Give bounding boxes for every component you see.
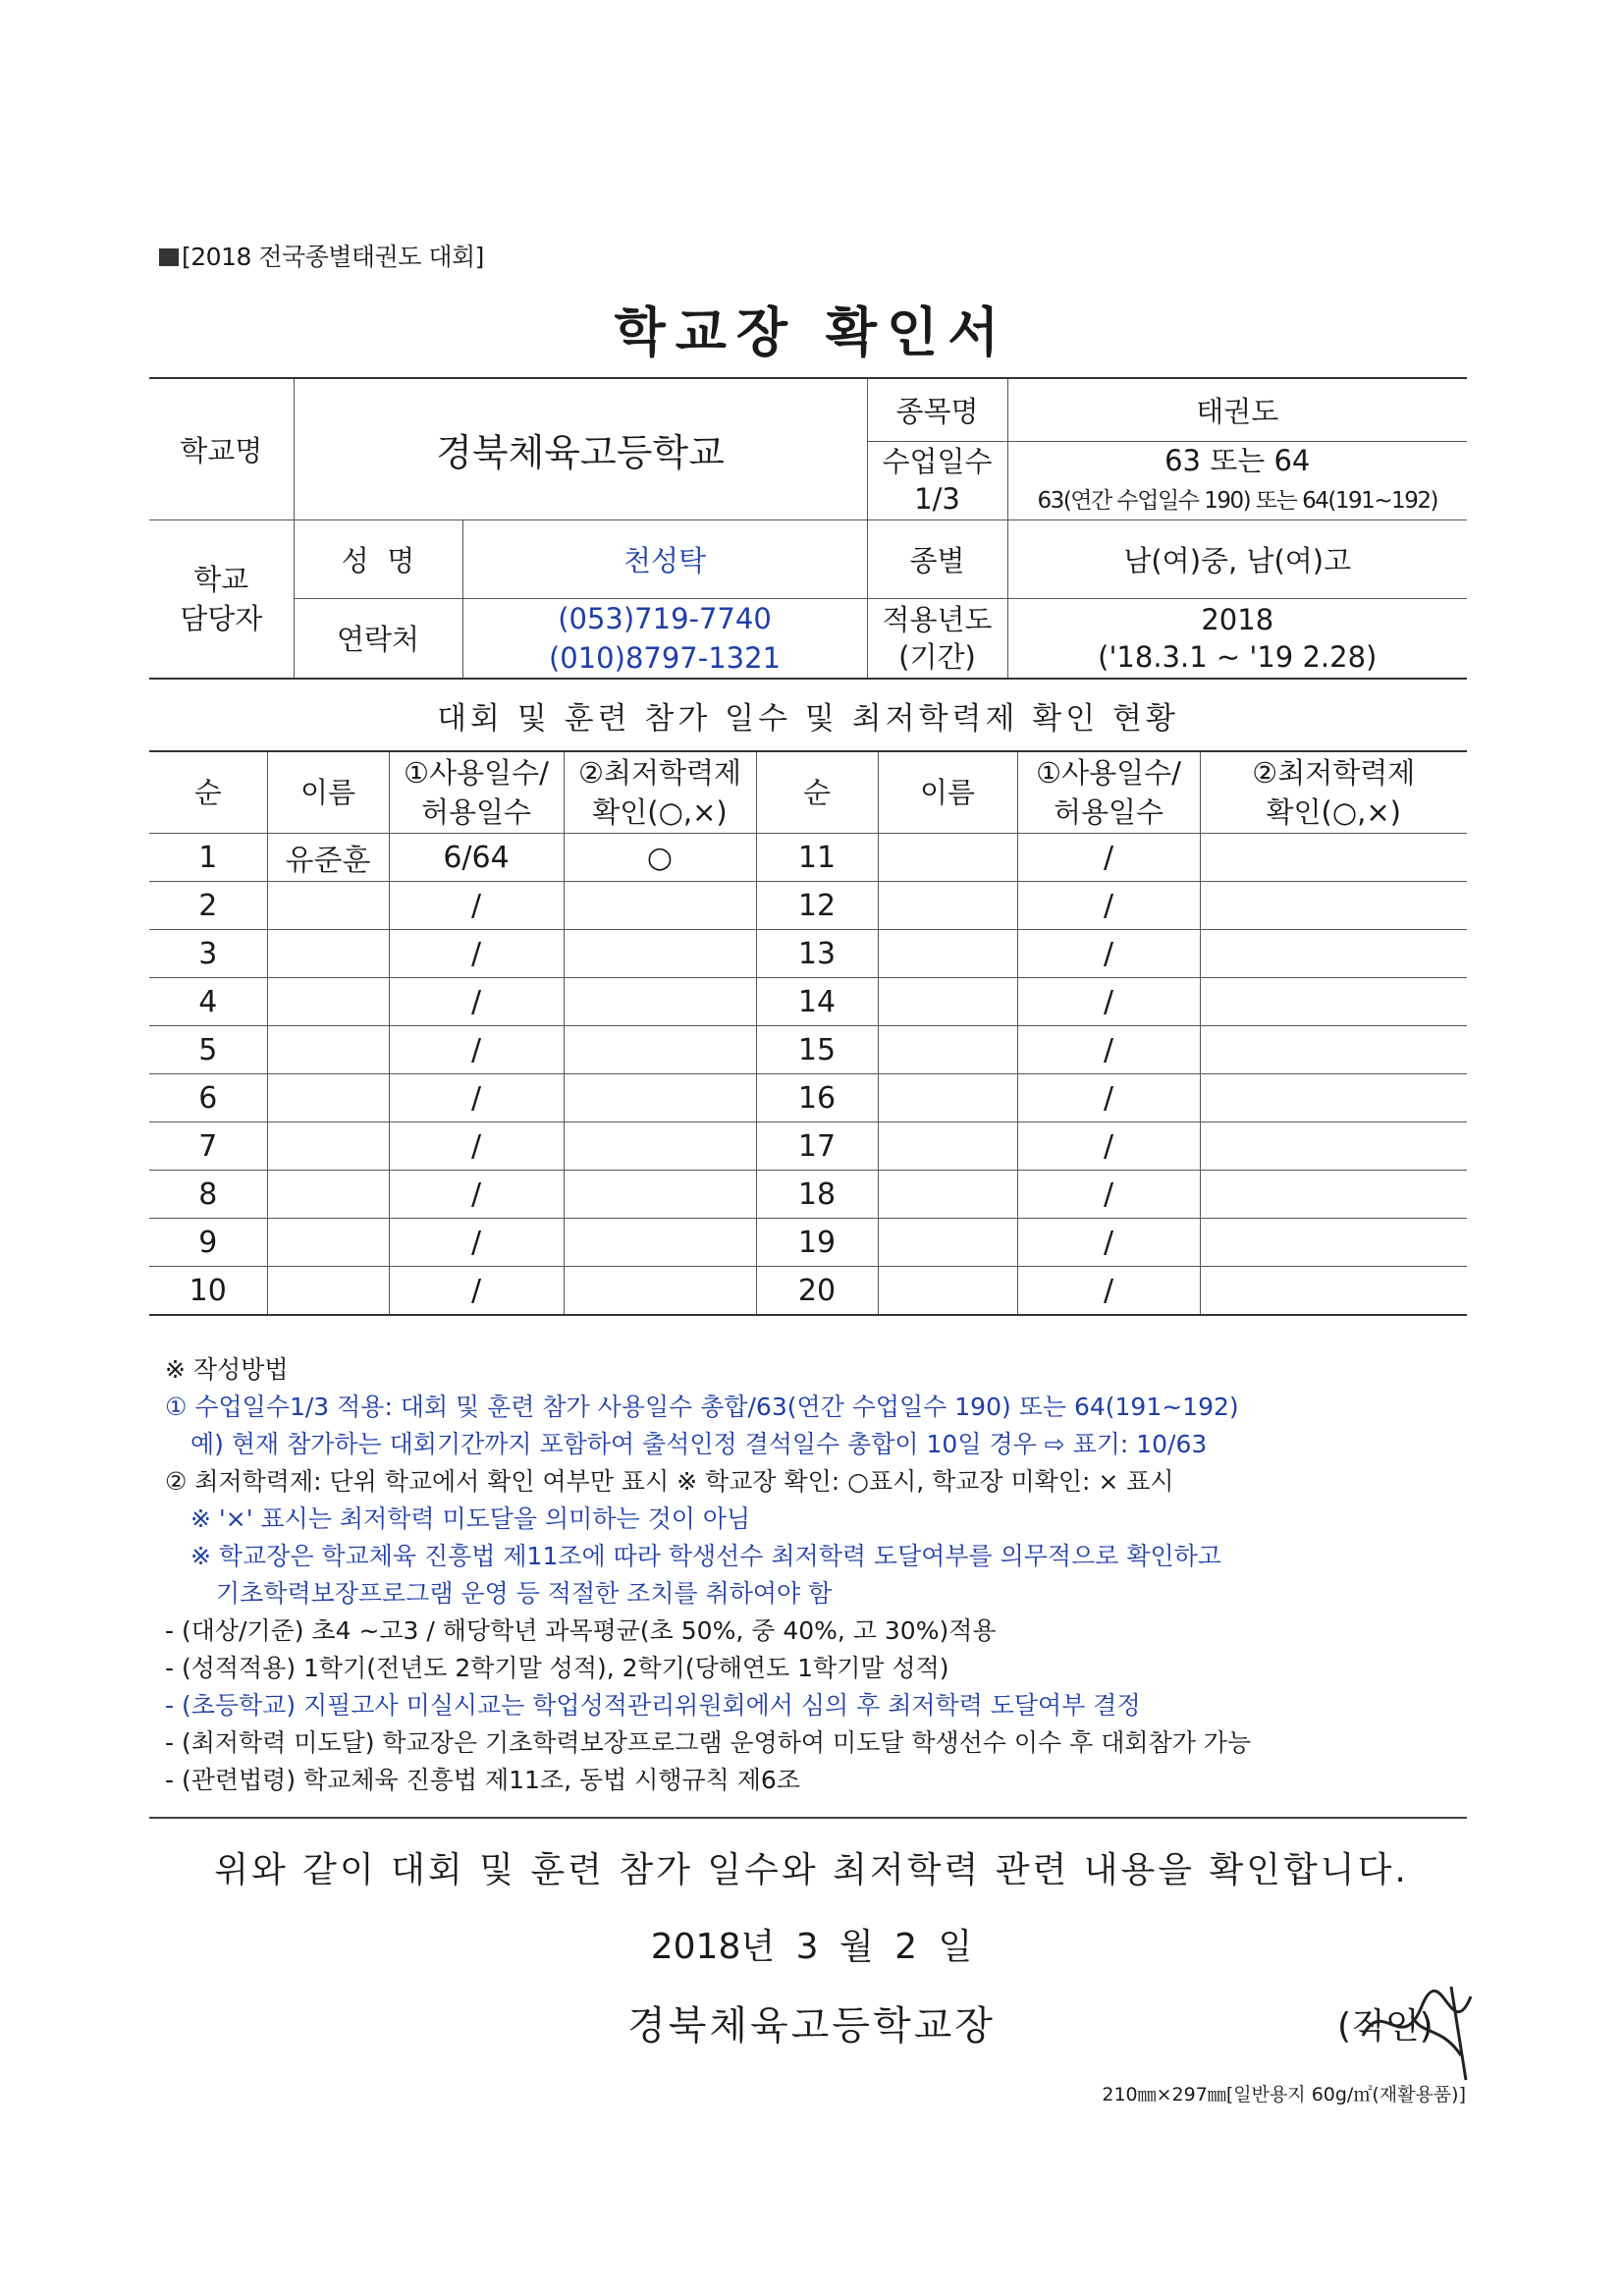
header-check-right-line2: 확인(○,×) [1266,795,1401,829]
row-days: / [389,1267,564,1316]
apply-year-value-line1: 2018 [1201,602,1274,636]
row-check [564,930,756,978]
instruction-line: - (성적적용) 1학기(전년도 2학기말 성적), 2학기(당해연도 1학기말 성적) [165,1654,949,1682]
row-days: / [389,1171,564,1219]
header-days-right-line1: ①사용일수/ [1036,756,1181,790]
official-seal: (직인) [1337,2006,1434,2047]
row-check-right [1200,1219,1467,1267]
table-row [149,1219,1467,1267]
row-days-right: / [1017,1026,1200,1074]
row-no-right: 15 [756,1026,878,1074]
row-days: / [389,1122,564,1171]
row-name-right [878,1171,1017,1219]
row-no: 5 [149,1026,267,1074]
paper-spec-footnote: 210㎜×297㎜[일반용지 60g/㎡(재활용품)] [1102,2084,1466,2105]
row-check [564,1267,756,1316]
row-no: 3 [149,930,267,978]
row-check-right [1200,834,1467,882]
row-no-right: 12 [756,882,878,930]
row-days: / [389,978,564,1026]
row-days-right: / [1017,1171,1200,1219]
row-days-right: / [1017,1074,1200,1122]
manager-label-line2: 담당자 [180,601,263,635]
table-row [149,978,1467,1026]
table-row [149,882,1467,930]
header-check-right-line1: ②최저학력제 [1252,756,1416,790]
row-name [267,1074,389,1122]
header-days-line2: 허용일수 [420,795,532,829]
table-row [149,1026,1467,1074]
row-name-right [878,1074,1017,1122]
row-check-right [1200,978,1467,1026]
row-days: / [389,1026,564,1074]
row-no-right: 11 [756,834,878,882]
row-check-right [1200,1122,1467,1171]
row-name-right [878,882,1017,930]
table-row [149,1122,1467,1171]
row-no: 4 [149,978,267,1026]
confirmation-statement: 위와 같이 대회 및 훈련 참가 일수와 최저학력 관련 내용을 확인합니다. [214,1850,1409,1890]
header-days-right-line2: 허용일수 [1053,795,1164,829]
row-check [564,1074,756,1122]
instruction-line: - (최저학력 미도달) 학교장은 기초학력보장프로그램 운영하여 미도달 학생선수 이수 후 대회참가 가능 [165,1728,1252,1757]
participation-table [149,750,1467,1316]
apply-year-label-line2: (기간) [898,639,976,674]
row-days: / [389,1074,564,1122]
instruction-line: - (관련법령) 학교체육 진흥법 제11조, 동법 시행규칙 제6조 [165,1766,800,1794]
row-no-right: 13 [756,930,878,978]
section-title: 대회 및 훈련 참가 일수 및 최저학력제 확인 현황 [437,701,1179,737]
table-header-row [149,751,1467,834]
instruction-line: 기초학력보장프로그램 운영 등 적절한 조치를 취하여야 함 [216,1579,833,1608]
writing-instructions [165,1351,1481,1799]
contact-phone-2: (010)8797-1321 [548,640,782,675]
row-days-right: / [1017,882,1200,930]
row-days: / [389,1219,564,1267]
instruction-line: ※ '×' 표시는 최저학력 미도달을 의미하는 것이 아님 [190,1504,751,1533]
row-days-right: / [1017,978,1200,1026]
header-no-right: 순 [756,751,878,834]
row-check [564,1122,756,1171]
row-no: 2 [149,882,267,930]
row-check-right [1200,1171,1467,1219]
class-days-label-line2: 1/3 [914,482,960,516]
header-days-line1: ①사용일수/ [404,756,549,790]
divider [149,1817,1467,1819]
class-days-label-line1: 수업일수 [882,445,993,478]
header-check-line1: ②최저학력제 [577,756,742,790]
manager-label-line1: 학교 [193,562,249,596]
row-days-right: / [1017,1219,1200,1267]
document-tag-text: [2018 전국종별태권도 대회] [182,243,484,271]
manager-label [149,519,294,679]
instruction-line: ※ 작성방법 [165,1355,289,1384]
row-name-right [878,1122,1017,1171]
row-no: 10 [149,1267,267,1316]
signer-name: 경북체육고등학교장 [627,2003,996,2049]
event-value: 태권도 [1007,378,1467,441]
row-no: 8 [149,1171,267,1219]
row-name [267,882,389,930]
row-no-right: 18 [756,1171,878,1219]
apply-year-label [867,598,1007,679]
document-tag [159,238,484,273]
school-name-value: 경북체육고등학교 [294,378,867,519]
row-no-right: 20 [756,1267,878,1316]
class-days-value-line1: 63 또는 64 [1164,443,1311,477]
row-days: / [389,882,564,930]
table-row [149,930,1467,978]
row-name: 유준훈 [267,834,389,882]
row-check: ○ [564,834,756,882]
header-check-right [1200,751,1467,834]
apply-year-value [1007,598,1467,679]
info-table [149,377,1467,680]
row-no-right: 14 [756,978,878,1026]
row-days: / [389,930,564,978]
header-check [564,751,756,834]
category-label: 종별 [867,519,1007,598]
header-name: 이름 [267,751,389,834]
row-check-right [1200,882,1467,930]
row-check-right [1200,1074,1467,1122]
manager-name-value: 천성탁 [462,519,867,598]
row-name [267,1267,389,1316]
event-label: 종목명 [867,378,1007,441]
header-days-right [1017,751,1200,834]
row-days-right: / [1017,930,1200,978]
table-row [149,1074,1467,1122]
contact-phone-1: (053)719-7740 [558,601,772,635]
table-row [149,1171,1467,1219]
category-value: 남(여)중, 남(여)고 [1007,519,1467,598]
contact-value [462,598,867,679]
instruction-line: ① 수업일수1/3 적용: 대회 및 훈련 참가 사용일수 총합/63(연간 수업일수 190) 또는 64(191~192) [165,1393,1239,1421]
row-name [267,1171,389,1219]
apply-year-label-line1: 적용년도 [882,602,993,636]
school-name-label: 학교명 [149,378,294,519]
row-check [564,882,756,930]
row-no-right: 19 [756,1219,878,1267]
row-check [564,1026,756,1074]
row-no: 9 [149,1219,267,1267]
instruction-line: - (초등학교) 지필고사 미실시교는 학업성적관리위원회에서 심의 후 최저학력 도달여부 결정 [165,1691,1141,1720]
row-check-right [1200,1026,1467,1074]
row-name [267,1026,389,1074]
class-days-value-line2: 63(연간 수업일수 190) 또는 64(191~192) [1037,487,1437,514]
row-name-right [878,834,1017,882]
row-days-right: / [1017,1122,1200,1171]
square-bullet-icon [159,248,179,266]
header-check-line2: 확인(○,×) [592,795,728,829]
row-name [267,978,389,1026]
row-check [564,1219,756,1267]
row-days-right: / [1017,1267,1200,1316]
instruction-line: ※ 학교장은 학교체육 진흥법 제11조에 따라 학생선수 최저학력 도달여부를 의무적으로 확인하고 [190,1542,1221,1570]
row-check [564,978,756,1026]
row-days: 6/64 [389,834,564,882]
row-name [267,930,389,978]
handwritten-signature-icon [1353,1977,1490,2085]
row-no-right: 17 [756,1122,878,1171]
table-row [149,1267,1467,1316]
principal-signature-line [0,1995,1623,2050]
row-check-right [1200,1267,1467,1316]
row-name [267,1219,389,1267]
class-days-value [1007,441,1467,519]
header-no: 순 [149,751,267,834]
confirmation-date: 2018년 3 월 2 일 [650,1927,973,1967]
row-check [564,1171,756,1219]
row-name [267,1122,389,1171]
class-days-label [867,441,1007,519]
row-no: 6 [149,1074,267,1122]
row-name-right [878,978,1017,1026]
row-name-right [878,930,1017,978]
table-row [149,834,1467,882]
apply-year-value-line2: ('18.3.1 ~ '19 2.28) [1098,639,1378,674]
document-title: 학교장 확인서 [614,301,1009,363]
row-name-right [878,1026,1017,1074]
row-check-right [1200,930,1467,978]
contact-label: 연락처 [294,598,462,679]
instruction-line: 예) 현재 참가하는 대회기간까지 포함하여 출석인정 결석일수 총합이 10일 경우 ⇨ 표기: 10/63 [190,1430,1208,1458]
instruction-line: - (대상/기준) 초4 ~고3 / 해당학년 과목평균(초 50%, 중 40%, 고 30%)적용 [165,1616,997,1645]
header-name-right: 이름 [878,751,1017,834]
row-name-right [878,1219,1017,1267]
instruction-line: ② 최저학력제: 단위 학교에서 확인 여부만 표시 ※ 학교장 확인: ○표시, 학교장 미확인: × 표시 [165,1467,1174,1496]
manager-name-label: 성 명 [294,519,462,598]
header-days [389,751,564,834]
row-days-right: / [1017,834,1200,882]
row-name-right [878,1267,1017,1316]
row-no: 1 [149,834,267,882]
row-no-right: 16 [756,1074,878,1122]
row-no: 7 [149,1122,267,1171]
